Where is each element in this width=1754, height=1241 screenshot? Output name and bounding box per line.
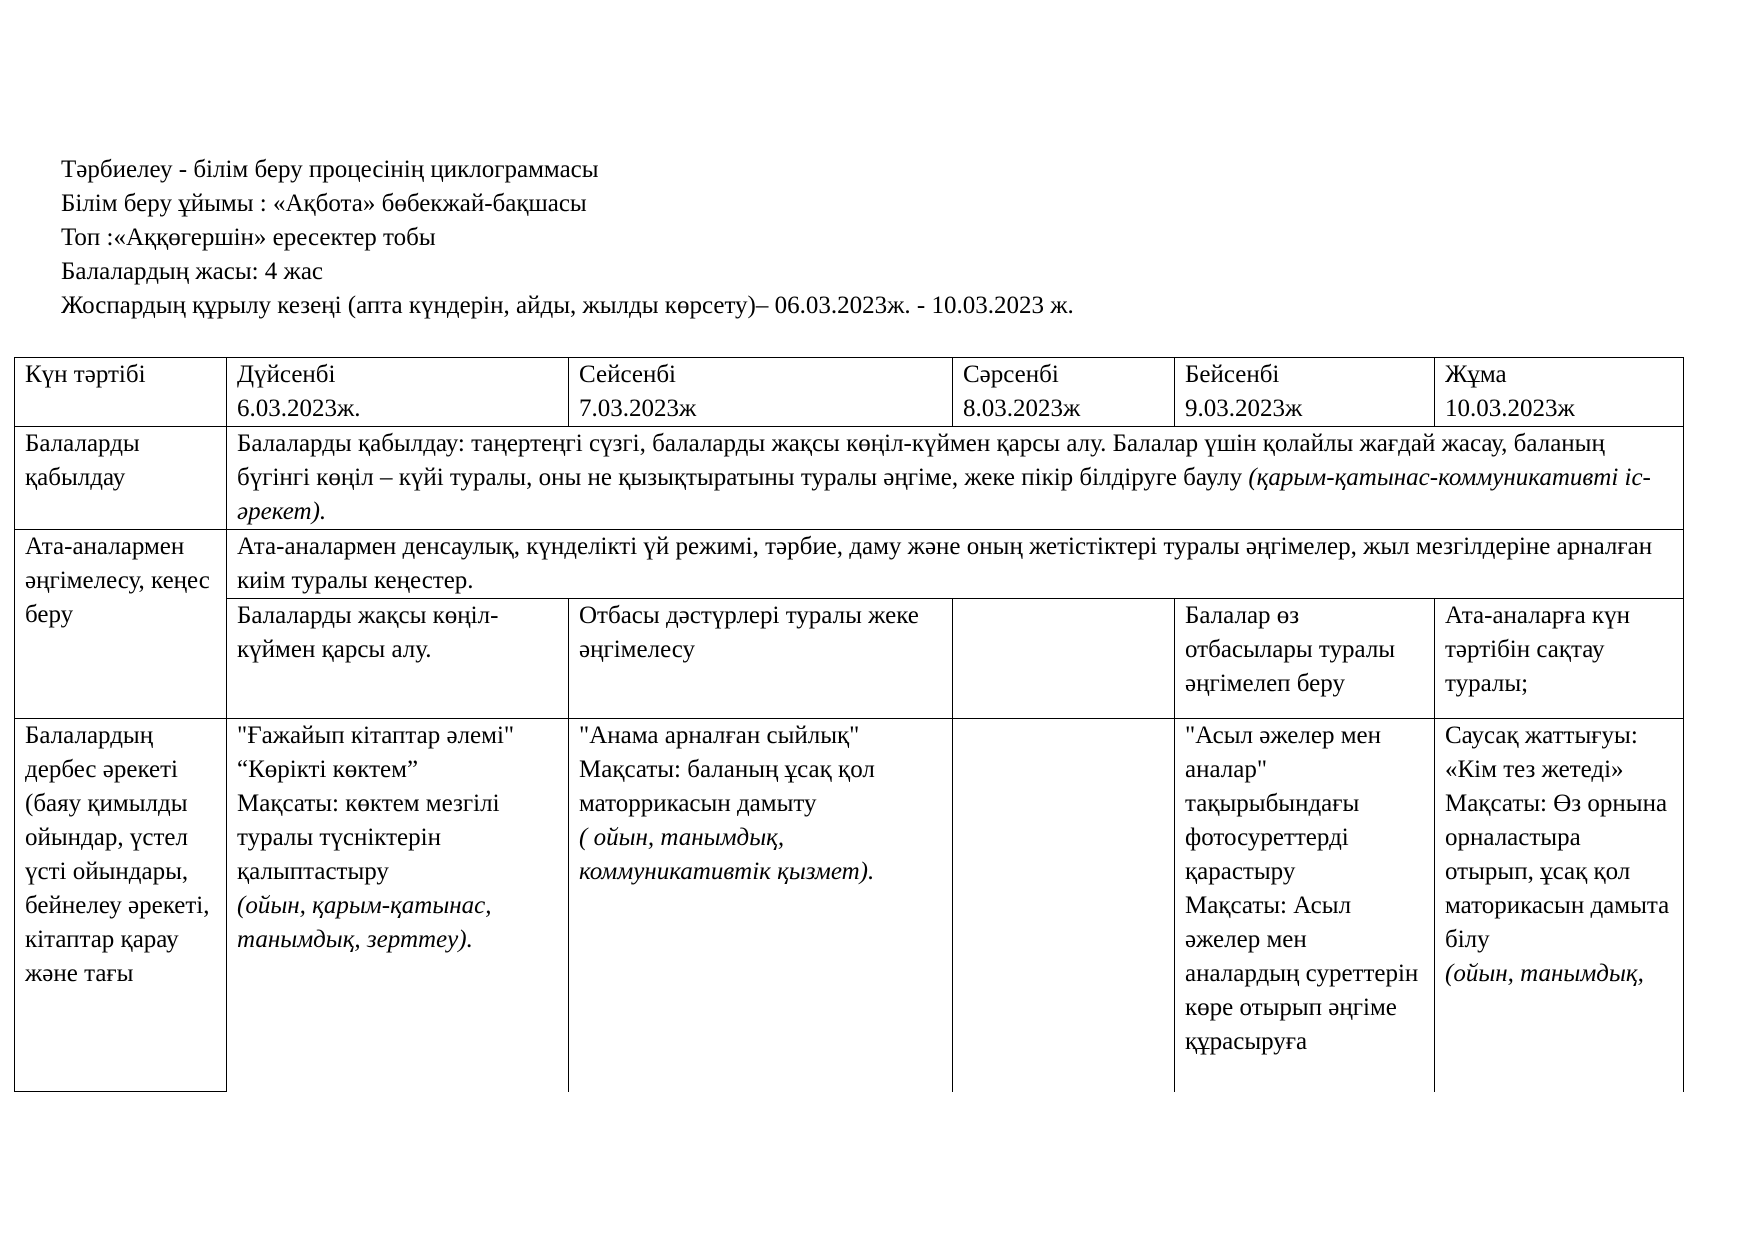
cell-text: Ата-аналарға күн тәртібін сақтау туралы; (1445, 602, 1630, 697)
reception-text: Балаларды қабылдау: таңертеңгі сүзгі, балаларды жақсы көңіл-күймен қарсы алу. Балалар үшін қолайлы жағдай жасау, баланың бүгінгі көңіл – күйі туралы, оны не қызықтыратыны туралы әңгіме, жеке пікір білдіруге баулу (237, 430, 1605, 491)
reception-note: (қарым-қатынас-коммуникативті іс-әрекет). (237, 464, 1651, 525)
cyclogram-table (14, 357, 1684, 1092)
parents-common-text: Ата-аналармен денсаулық, күнделікті үй режимі, тәрбие, даму және оның жетістіктері туралы әңгімелер, жыл мезгілдеріне арналған киім туралы кеңестер. (237, 533, 1653, 594)
cell-line: Мақсаты: Асыл әжелер мен аналардың суреттерін көре отырып әңгіме құрасыруға (1185, 892, 1419, 1055)
parents-common-cell (227, 530, 1684, 599)
cell-line: "Ғажайып кітаптар әлемі" (237, 722, 515, 749)
document-header (61, 153, 1074, 323)
parents-cell-thursday (1175, 599, 1435, 719)
day-name: Бейсенбі (1185, 361, 1280, 388)
parents-cell-tuesday (569, 599, 953, 719)
age-line: Балалардың жасы: 4 жас (61, 258, 324, 285)
day-name: Сейсенбі (579, 361, 676, 388)
parents-cell-wednesday (953, 599, 1175, 719)
cell-line: Саусақ жаттығуы: (1445, 722, 1638, 749)
parents-cell-friday (1435, 599, 1684, 719)
parents-daily-row (15, 599, 1684, 719)
reception-label-cell (15, 427, 227, 530)
activity-cell-friday (1435, 719, 1684, 1092)
day-header-wednesday (953, 358, 1175, 427)
cell-line: Мақсаты: баланың ұсақ қол маторрикасын дамыту (579, 756, 875, 817)
day-name: Сәрсенбі (963, 361, 1059, 388)
cell-note: (ойын, қарым-қатынас, танымдық, зерттеу). (237, 892, 492, 953)
cell-text: Отбасы дәстүрлері туралы жеке әңгімелесу (579, 602, 919, 663)
cell-line: Мақсаты: Өз орнына орналастыра отырып, ұсақ қол маторикасын дамыта білу (1445, 790, 1670, 953)
cell-note: ( ойын, танымдық, коммуникативтік қызмет). (579, 824, 875, 885)
day-date: 10.03.2023ж (1445, 395, 1575, 422)
reception-row (15, 427, 1684, 530)
day-header-monday (227, 358, 569, 427)
activity-label-cell (15, 719, 227, 1092)
day-date: 6.03.2023ж. (237, 395, 361, 422)
activity-cell-monday (227, 719, 569, 1092)
day-date: 8.03.2023ж (963, 395, 1081, 422)
period-line: Жоспардың құрылу кезеңі (апта күндерін, айды, жылды көрсету)– 06.03.2023ж. - 10.03.2023 ж. (61, 292, 1074, 319)
cell-text: Балаларды жақсы көңіл-күймен қарсы алу. (237, 602, 499, 663)
day-header-tuesday (569, 358, 953, 427)
day-header-thursday (1175, 358, 1435, 427)
reception-text-cell (227, 427, 1684, 530)
activity-row (15, 719, 1684, 1092)
row-label: Балалардың дербес әрекеті (баяу қимылды ойындар, үстел үсті ойындары, бейнелеу әрекеті, кітаптар қарау және тағы (25, 722, 210, 987)
day-date: 9.03.2023ж (1185, 395, 1303, 422)
parents-label-cell (15, 530, 227, 719)
organization-line: Білім беру ұйымы : «Ақбота» бөбекжай-бақшасы (61, 190, 587, 217)
cell-line: «Кім тез жетеді» (1445, 756, 1624, 783)
cell-note: (ойын, танымдық, (1445, 960, 1644, 987)
activity-cell-wednesday (953, 719, 1175, 1092)
table-header-row (15, 358, 1684, 427)
day-header-friday (1435, 358, 1684, 427)
activity-cell-thursday (1175, 719, 1435, 1092)
document-title: Тәрбиелеу - білім беру процесінің циклограммасы (61, 156, 599, 183)
parents-cell-monday (227, 599, 569, 719)
day-name: Дүйсенбі (237, 361, 336, 388)
cell-line: “Көрікті көктем” (237, 756, 419, 783)
row-label: Ата-аналармен әңгімелесу, кеңес беру (25, 533, 210, 628)
group-line: Топ :«Аққөгершін» ересектер тобы (61, 224, 436, 251)
row-label: Балаларды қабылдау (25, 430, 140, 491)
corner-label: Күн тәртібі (25, 361, 146, 388)
parents-row (15, 530, 1684, 599)
activity-cell-tuesday (569, 719, 953, 1092)
day-date: 7.03.2023ж (579, 395, 697, 422)
cell-line: "Анама арналған сыйлық" (579, 722, 860, 749)
cell-line: "Асыл әжелер мен аналар" тақырыбындағы фотосуреттерді қарастыру (1185, 722, 1382, 885)
day-name: Жұма (1445, 361, 1507, 388)
cell-line: Мақсаты: көктем мезгілі туралы түсніктерін қалыптастыру (237, 790, 500, 885)
cell-text: Балалар өз отбасылары туралы әңгімелеп беру (1185, 602, 1396, 697)
corner-cell (15, 358, 227, 427)
